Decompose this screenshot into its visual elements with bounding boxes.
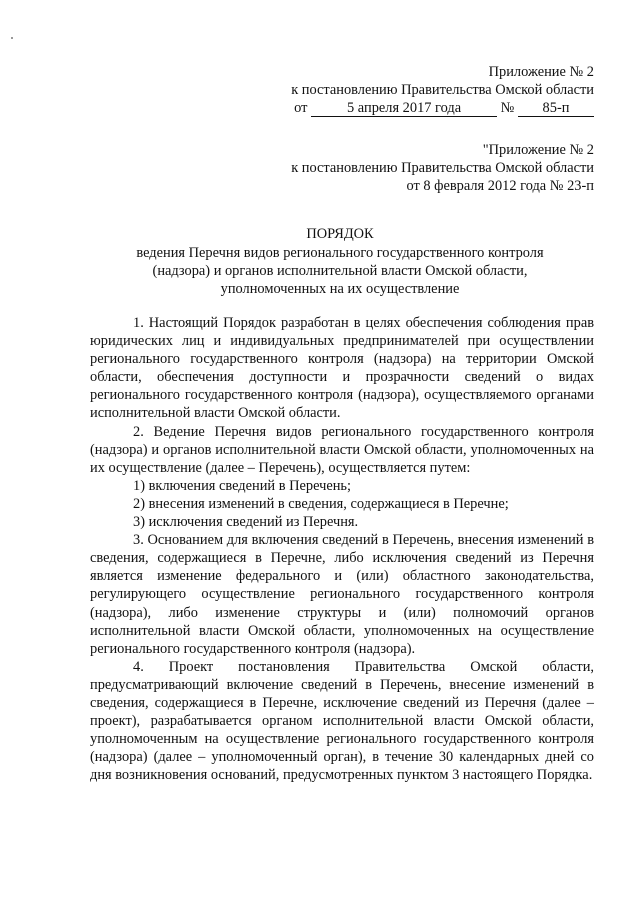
old-appendix-date: от 8 февраля 2012 года № 23-п	[406, 178, 594, 194]
document-subtitle-line-1: ведения Перечня видов регионального государственного контроля	[136, 245, 544, 261]
document-subtitle-line-2: (надзора) и органов исполнительной власти Омской области,	[152, 263, 528, 279]
old-appendix-resolution-ref: к постановлению Правительства Омской области	[291, 160, 594, 176]
appendix-resolution-ref: к постановлению Правительства Омской области	[291, 82, 594, 98]
document-heading: ПОРЯДОК	[306, 226, 374, 242]
appendix-title: Приложение № 2	[488, 64, 594, 80]
number-value: 85-п	[518, 101, 594, 117]
document-body	[90, 314, 594, 784]
date-value: 5 апреля 2017 года	[311, 101, 497, 117]
date-prefix: от	[294, 100, 308, 116]
document-subtitle-line-3: уполномоченных на их осуществление	[220, 281, 460, 297]
paragraph-2: 2. Ведение Перечня видов регионального государственного контроля (надзора) и органов исполнительной власти Омской области, уполномоченных на их осуществление (далее – Перечень), осуществляется путем:	[90, 423, 594, 476]
paragraph-1: 1. Настоящий Порядок разработан в целях обеспечения соблюдения прав юридических лиц и индивидуальных предпринимателей при осуществлении регионального государственного контроля (надзора) на территории Омской области, обеспечения доступности и прозрачности сведений о видах регионального государственного контроля (надзора), осуществляемого органами исполнительной власти Омской области.	[90, 315, 594, 422]
scan-speck	[11, 37, 13, 39]
paragraph-4: 4. Проект постановления Правительства Омской области, предусматривающий включение сведений в Перечень, внесение изменений в сведения, содержащиеся в Перечне, исключение сведений из Перечня (далее – проект), разрабатывается органом исполнительной власти Омской области, уполномоченным на осуществление регионального государственного контроля (надзора) (далее – уполномоченный орган), в течение 30 календарных дней со дня возникновения оснований, предусмотренных пунктом 3 настоящего Порядка.	[90, 658, 594, 784]
old-appendix-title: "Приложение № 2	[482, 142, 594, 158]
list-item-3: 3) исключения сведений из Перечня.	[133, 514, 359, 531]
appendix-date-line	[294, 99, 594, 117]
paragraph-3: 3. Основанием для включения сведений в Перечень, внесения изменений в сведения, содержащиеся в Перечне, либо исключения сведений из Перечня является изменение федерального и (или) областного законодательства, регулирующего осуществление регионального государственного контроля (надзора), либо изменение структуры и (или) полномочий органов исполнительной власти Омской области, уполномоченных на осуществление регионального государственного контроля (надзора).	[90, 532, 594, 657]
list-item-1: 1) включения сведений в Перечень;	[133, 477, 351, 494]
list-item-2: 2) внесения изменений в сведения, содержащиеся в Перечне;	[133, 495, 509, 512]
number-prefix: №	[500, 100, 515, 116]
